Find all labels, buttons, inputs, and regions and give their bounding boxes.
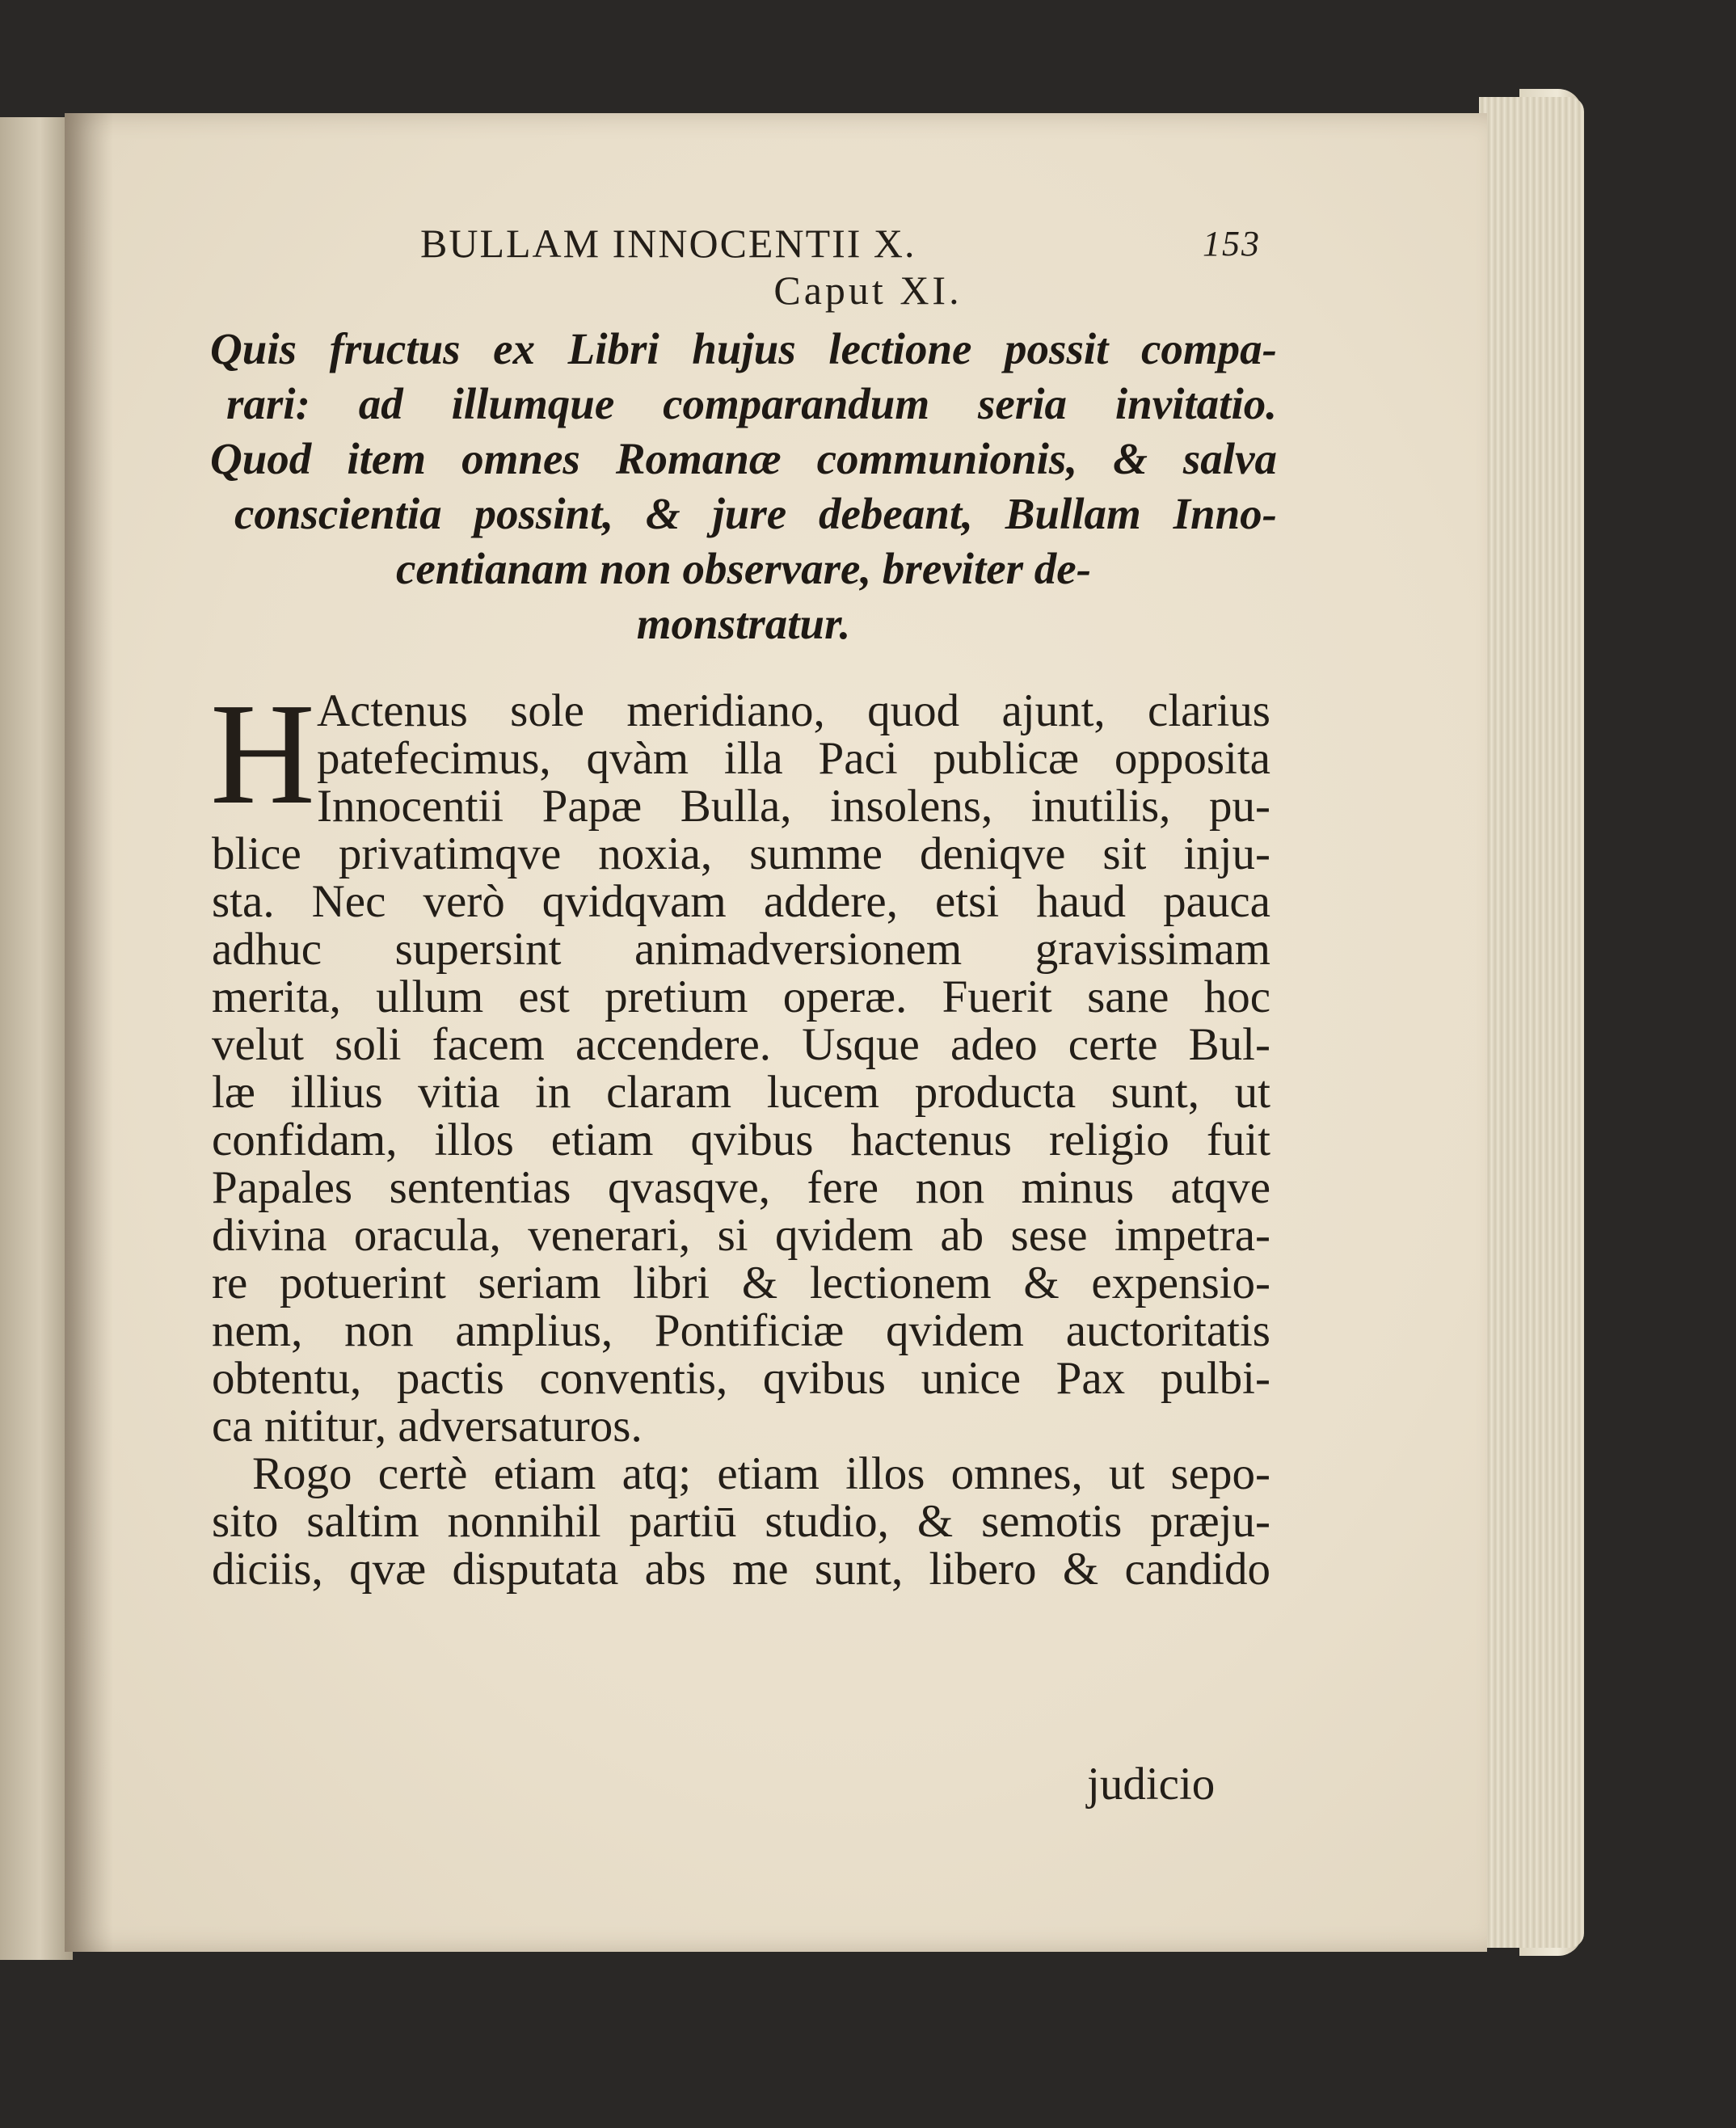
summary-line: rari: ad illumque comparandum seria invitatio. — [226, 379, 1277, 428]
page-number: 153 — [1203, 224, 1261, 263]
page-block-edges — [1479, 97, 1584, 1948]
catchword: judicio — [1087, 1759, 1216, 1810]
text-line: sito saltim nonnihil partiū studio, & semotis præju- — [212, 1496, 1270, 1547]
summary-line: Quod item omnes Romanæ communionis, & salva — [210, 434, 1277, 483]
summary-line: centianam non observare, breviter de- — [395, 544, 1092, 593]
text-line: velut soli facem accendere. Usque adeo certe Bul- — [212, 1019, 1270, 1070]
facing-page-edge — [0, 117, 73, 1960]
text-line: sta. Nec verò qvidqvam addere, etsi haud pauca — [212, 876, 1270, 927]
running-title: BULLAM INNOCENTII X. — [420, 221, 916, 266]
chapter-heading: Caput XI. — [773, 268, 963, 313]
text-line: læ illius vitia in claram lucem producta sunt, ut — [212, 1067, 1270, 1118]
drop-cap: H — [210, 673, 315, 834]
chapter-summary — [210, 322, 1277, 651]
text-line: nem, non amplius, Pontificiæ qvidem auctoritatis — [212, 1305, 1270, 1356]
summary-line: monstratur. — [636, 599, 851, 648]
text-line: obtentu, pactis conventis, qvibus unice Pax pulbi- — [212, 1353, 1270, 1404]
text-line: re potuerint seriam libri & lectionem & expensio- — [212, 1258, 1270, 1308]
summary-line: conscientia possint, & jure debeant, Bullam Inno- — [234, 489, 1277, 538]
text-line: Actenus sole meridiano, quod ajunt, clarius — [317, 685, 1270, 736]
body-text — [210, 673, 1270, 1595]
text-line: adhuc supersint animadversionem gravissimam — [212, 924, 1270, 975]
text-line: merita, ullum est pretium operæ. Fuerit sane hoc — [212, 971, 1270, 1022]
text-line: diciis, qvæ disputata abs me sunt, libero & candido — [212, 1544, 1270, 1595]
text-line: confidam, illos etiam qvibus hactenus religio fuit — [212, 1115, 1270, 1165]
text-line: Papales sententias qvasqve, fere non minus atqve — [212, 1162, 1270, 1213]
text-line: Innocentii Papæ Bulla, insolens, inutilis, pu- — [317, 781, 1270, 832]
text-line: divina oracula, venerari, si qvidem ab sese impetra- — [212, 1210, 1270, 1261]
page-gutter-shadow — [65, 113, 113, 1952]
text-line: patefecimus, qvàm illa Paci publicæ opposita — [317, 733, 1270, 784]
text-line: Rogo certè etiam atq; etiam illos omnes, ut sepo- — [252, 1448, 1270, 1499]
text-line: ca nititur, adversaturos. — [212, 1401, 643, 1452]
summary-line: Quis fructus ex Libri hujus lectione possit compa- — [210, 324, 1277, 373]
text-line: blice privatimqve noxia, summe deniqve sit inju- — [212, 828, 1270, 879]
